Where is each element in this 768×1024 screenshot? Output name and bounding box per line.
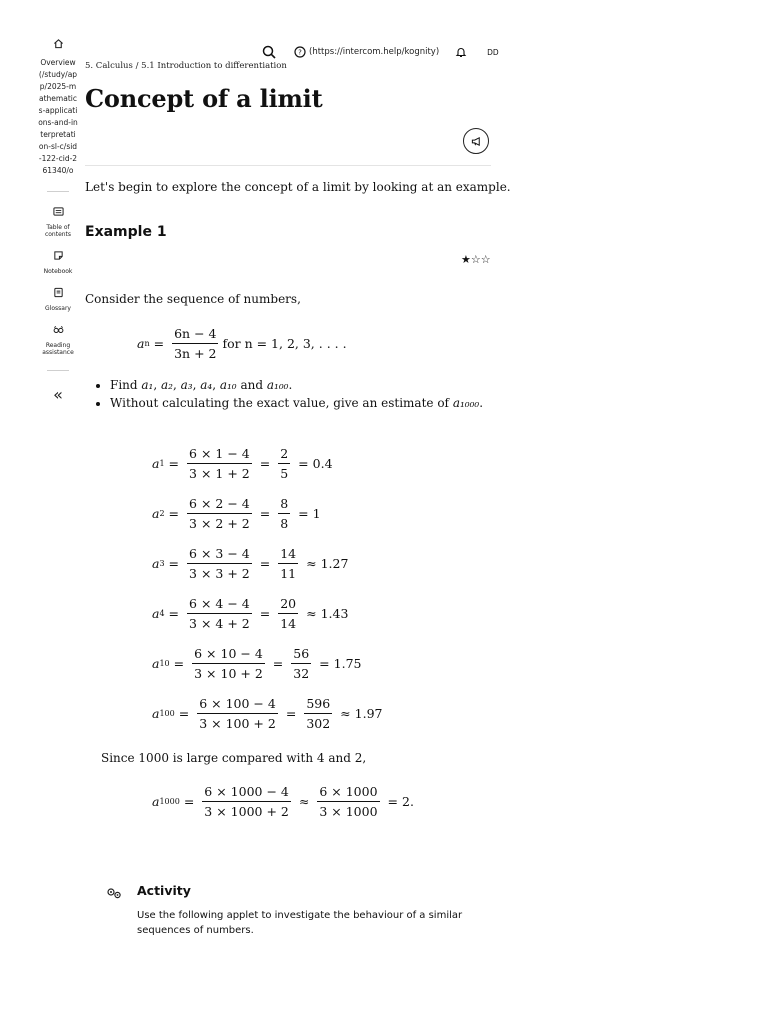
sidebar-item-label: Glossary bbox=[45, 305, 71, 312]
solution-row: a 1 = $\frac{6 \times 1 - 4}{3 \times 1 + 2}$ = $\frac{2}{5}$ = 0.4 bbox=[152, 446, 333, 481]
task-list bbox=[92, 378, 483, 414]
sidebar-item-glossary[interactable] bbox=[38, 287, 78, 312]
activity-text: Use the following applet to investigate the behaviour of a similar sequences of numbers. bbox=[137, 910, 463, 936]
rail-divider bbox=[47, 191, 69, 192]
double-chevron-left-icon: « bbox=[53, 385, 63, 404]
sidebar-item-label: Notebook bbox=[43, 268, 73, 275]
final-estimate: a 1000 = $\frac{6 \times 1000 - 4}{3 \times 1000 + 2}$ ≈ $\frac{6 \times 1000}{3 \times 1000}$ = 2. bbox=[152, 784, 414, 819]
help-link[interactable] bbox=[294, 46, 439, 58]
solution-row: a 4 = $\frac{6 \times 4 - 4}{3 \times 4 + 2}$ = $\frac{20}{14}$ ≈ 1.43 bbox=[152, 596, 349, 631]
list-item: • Without calculating the exact value, give an estimate of a₁₀₀₀. bbox=[110, 396, 483, 410]
home-icon bbox=[53, 38, 64, 51]
sidebar-item-label: Table of contents bbox=[44, 224, 72, 238]
overview-link[interactable] bbox=[38, 38, 78, 177]
bell-icon bbox=[455, 46, 467, 58]
sidebar-item-label: Reading assistance bbox=[42, 342, 74, 356]
notebook-icon bbox=[53, 250, 64, 268]
solution-row: a 10 = $\frac{6 \times 10 - 4}{3 \times 10 + 2}$ = $\frac{56}{32}$ = 1.75 bbox=[152, 646, 362, 681]
search-icon bbox=[262, 45, 276, 59]
difficulty-stars: ★☆☆ bbox=[461, 253, 491, 266]
rail-divider bbox=[47, 370, 69, 371]
glossary-icon bbox=[53, 287, 64, 305]
sequence-formula: a n = $\frac{6n - 4}{3n + 2}$ for n = 1, 2, 3, . . . . bbox=[137, 326, 347, 361]
help-icon bbox=[294, 46, 306, 58]
solution-row: a 2 = $\frac{6 \times 2 - 4}{3 \times 2 + 2}$ = $\frac{8}{8}$ = 1 bbox=[152, 496, 321, 531]
sidebar-item-reading-assistance[interactable] bbox=[38, 324, 78, 356]
table-of-contents-icon bbox=[53, 206, 64, 224]
solution-row: a 3 = $\frac{6 \times 3 - 4}{3 \times 3 + 2}$ = $\frac{14}{11}$ ≈ 1.27 bbox=[152, 546, 349, 581]
list-item: • Find a₁, a₂, a₃, a₄, a₁₀ and a₁₀₀. bbox=[110, 378, 483, 392]
intro-text: Let's begin to explore the concept of a limit by looking at an example. bbox=[85, 180, 511, 194]
left-rail bbox=[38, 38, 78, 404]
notifications-button[interactable] bbox=[455, 46, 467, 58]
title-divider bbox=[85, 165, 491, 166]
megaphone-icon bbox=[471, 136, 482, 147]
activity-title: Activity bbox=[137, 883, 191, 898]
help-link-text: (https://intercom.help/kognity) bbox=[309, 47, 440, 57]
read-aloud-button[interactable] bbox=[463, 128, 489, 154]
solution-row: a 100 = $\frac{6 \times 100 - 4}{3 \times 100 + 2}$ = $\frac{596}{302}$ ≈ 1.97 bbox=[152, 696, 383, 731]
page-title: Concept of a limit bbox=[85, 84, 323, 113]
user-avatar[interactable]: DD bbox=[487, 47, 499, 57]
since-text: Since 1000 is large compared with 4 and 2, bbox=[101, 751, 367, 765]
collapse-sidebar-button[interactable] bbox=[38, 385, 78, 404]
example-title: Example 1 bbox=[85, 224, 167, 240]
svg-text:?: ? bbox=[298, 48, 302, 57]
gears-icon bbox=[106, 884, 122, 903]
reading-assistance-icon bbox=[53, 324, 64, 342]
search-button[interactable] bbox=[262, 45, 276, 59]
breadcrumb[interactable]: 5. Calculus / 5.1 Introduction to differentiation bbox=[85, 61, 287, 71]
example-prompt: Consider the sequence of numbers, bbox=[85, 292, 301, 306]
top-bar bbox=[262, 43, 499, 61]
overview-label: Overview (/study/app/2025-mathematics-applications-and-interpretation-sl-c/sid-122-cid-261340/o bbox=[38, 58, 78, 175]
sidebar-item-notebook[interactable] bbox=[38, 250, 78, 275]
sidebar-item-table-of-contents[interactable] bbox=[38, 206, 78, 238]
